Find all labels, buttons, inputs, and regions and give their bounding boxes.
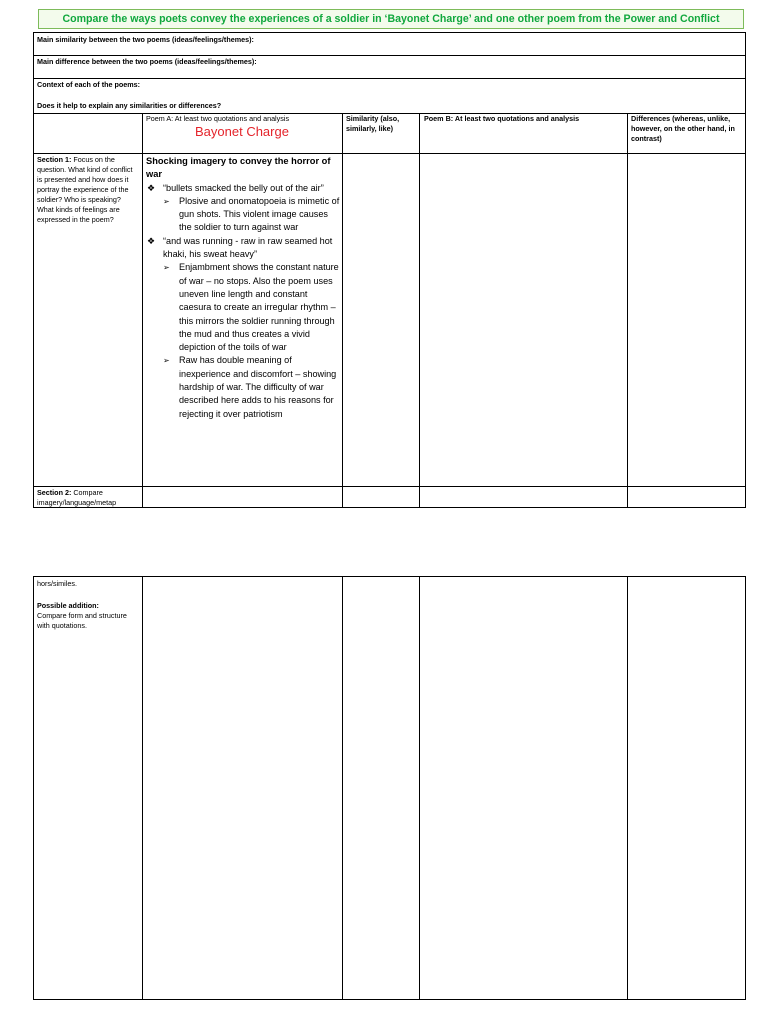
- continuation-text: hors/similes.: [37, 579, 77, 588]
- section1-label-text: Focus on the question. What kind of conflict is presented and how does it portray the experience of the soldier? Who is speaking? What kinds of feelings are expressed in the poem?: [37, 155, 133, 224]
- similarity-header: Similarity (also, similarly, like): [346, 114, 400, 133]
- poem-a-header: [146, 114, 340, 140]
- quote-item-1: [146, 182, 340, 195]
- poem-a-header-label: Poem A: At least two quotations and analysis: [146, 114, 290, 123]
- analysis-1: Plosive and onomatopoeia is mimetic of gun shots. This violent image causes the soldier to turn against war: [179, 195, 340, 233]
- section1-poem-a-content: [146, 155, 340, 421]
- question-text: Compare the ways poets convey the experiences of a soldier in ‘Bayonet Charge’ and one other poem from the Power and Conflict: [62, 13, 720, 25]
- arrow-bullet-icon: ➢: [163, 263, 170, 273]
- section2-label-bold: Section 2:: [37, 488, 72, 497]
- poem-b-header: Poem B: At least two quotations and analysis: [424, 114, 580, 123]
- section1-label-bold: Section 1:: [37, 155, 72, 164]
- section1-heading: Shocking imagery to convey the horror of war: [146, 156, 331, 180]
- analysis-item-3: [146, 354, 340, 420]
- quote-1: “bullets smacked the belly out of the air”: [163, 182, 324, 193]
- main-difference-label: Main difference between the two poems (ideas/feelings/themes):: [37, 57, 257, 66]
- analysis-item-1: [146, 195, 340, 235]
- arrow-bullet-icon: ➢: [163, 196, 170, 206]
- quote-item-2: [146, 235, 340, 262]
- diamond-bullet-icon: ❖: [147, 235, 156, 246]
- arrow-bullet-icon: ➢: [163, 356, 170, 366]
- possible-addition-text: Compare form and structure with quotations.: [37, 611, 127, 630]
- question-banner: [38, 9, 744, 29]
- main-similarity-label: Main similarity between the two poems (ideas/feelings/themes):: [37, 35, 254, 44]
- explain-label: Does it help to explain any similarities or differences?: [37, 101, 222, 110]
- analysis-2: Enjambment shows the constant nature of war – no stops. Also the poem uses uneven line length and constant caesura to create an irregular rhythm – this mirrors the soldier running through the mud and thus creates a vivid depiction of the toils of war: [179, 262, 339, 353]
- comparison-table-page1: [33, 32, 746, 508]
- diamond-bullet-icon: ❖: [147, 182, 156, 193]
- analysis-item-2: [146, 261, 340, 354]
- section2-label: [37, 488, 139, 508]
- quote-2: “and was running - raw in raw seamed hot khaki, his sweat heavy”: [163, 235, 333, 260]
- differences-header: Differences (whereas, unlike, however, on the other hand, in contrast): [631, 114, 735, 143]
- section2-label-text: Compare imagery/language/metap: [37, 488, 117, 507]
- section2-continuation: [37, 579, 139, 631]
- analysis-3: Raw has double meaning of inexperience and discomfort – showing hardship of war. The difficulty of war described here adds to his reasons for rejecting it over patriotism: [179, 355, 337, 419]
- poem-a-title: Bayonet Charge: [195, 124, 289, 139]
- section1-label: [37, 155, 139, 225]
- comparison-table-page2: [33, 576, 746, 1000]
- context-label: Context of each of the poems:: [37, 80, 141, 89]
- possible-addition-label: Possible addition:: [37, 601, 99, 610]
